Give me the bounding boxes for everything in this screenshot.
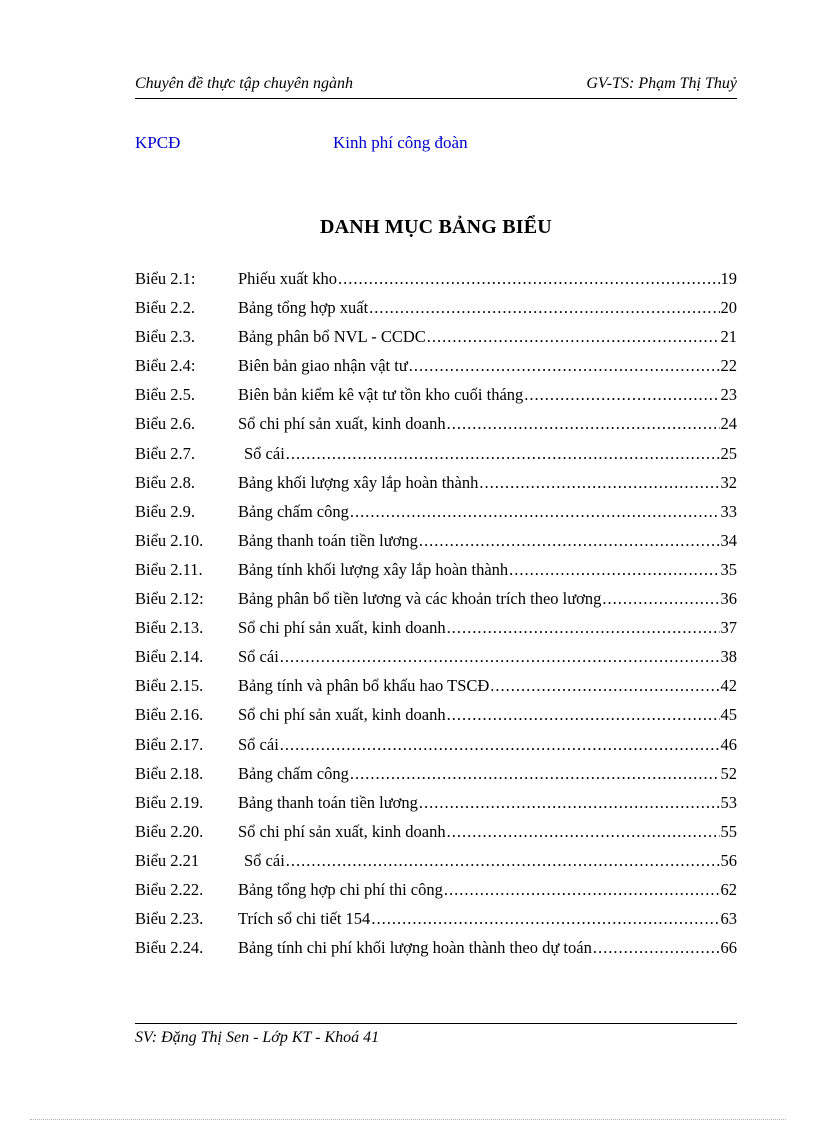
toc-entry-number: Biểu 2.9. xyxy=(135,501,196,521)
page-bottom-border xyxy=(30,1119,786,1120)
toc-entry-number: Biểu 2.15. xyxy=(135,676,204,696)
toc-entry-title: Bảng chấm công xyxy=(238,763,349,783)
toc-entry-number: Biểu 2.2. xyxy=(135,298,196,318)
toc-dot-leader xyxy=(350,499,720,525)
toc-entry xyxy=(135,702,737,731)
toc-entry-title: Biên bản giao nhận vật tư xyxy=(238,356,408,376)
toc-entry xyxy=(135,411,737,440)
toc-entry-number: Biểu 2.5. xyxy=(135,385,196,405)
toc-entry xyxy=(135,906,737,935)
toc-entry-page: 46 xyxy=(720,734,737,754)
toc-entry-title: Sổ chi phí sản xuất, kinh doanh xyxy=(238,414,446,434)
toc-entry-page: 52 xyxy=(720,763,737,783)
toc-entry-page: 20 xyxy=(720,298,737,318)
toc-entry-number: Biểu 2.8. xyxy=(135,472,196,492)
toc-entry-number: Biểu 2.24. xyxy=(135,938,204,958)
toc-dot-leader xyxy=(490,673,719,699)
toc-entry-title: Sổ chi phí sản xuất, kinh doanh xyxy=(238,705,446,725)
toc-entry xyxy=(135,557,737,586)
toc-entry-title: Sổ cái xyxy=(244,443,285,463)
toc-entry xyxy=(135,499,737,528)
toc-dot-leader xyxy=(419,790,720,816)
toc-dot-leader xyxy=(338,266,720,292)
toc-dot-leader xyxy=(447,702,720,728)
toc-title: DANH MỤC BẢNG BIỂU xyxy=(320,216,552,238)
toc-entry-title: Bảng tổng hợp xuất xyxy=(238,298,369,318)
toc-entry-number: Biểu 2.4: xyxy=(135,356,196,376)
toc-entry-title: Bảng tổng hợp chi phí thi công xyxy=(238,879,443,899)
toc-dot-leader xyxy=(409,353,720,379)
toc-entry-title: Sổ cái xyxy=(238,734,279,754)
toc-dot-leader xyxy=(350,761,720,787)
toc-entry xyxy=(135,673,737,702)
toc-entry-title: Bảng thanh toán tiền lương xyxy=(238,792,418,812)
toc-entry xyxy=(135,819,737,848)
toc-entry-title: Biên bản kiểm kê vật tư tồn kho cuối tháng xyxy=(238,385,524,405)
toc-entry-page: 25 xyxy=(720,443,737,463)
footer-student-info: SV: Đặng Thị Sen - Lớp KT - Khoá 41 xyxy=(135,1029,380,1046)
toc-entry xyxy=(135,528,737,557)
toc-dot-leader xyxy=(444,877,720,903)
toc-entry-title: Trích sổ chi tiết 154 xyxy=(238,909,371,929)
toc-dot-leader xyxy=(280,644,720,670)
toc-entry-title: Bảng tính khối lượng xây lắp hoàn thành xyxy=(238,559,509,579)
toc-entry-page: 38 xyxy=(720,647,737,667)
toc-entry-number: Biểu 2.19. xyxy=(135,792,204,812)
toc-entry xyxy=(135,615,737,644)
toc-entry xyxy=(135,353,737,382)
toc-dot-leader xyxy=(371,906,719,932)
toc-entry-number: Biểu 2.14. xyxy=(135,647,204,667)
toc-entry-page: 55 xyxy=(720,821,737,841)
toc-dot-leader xyxy=(509,557,719,583)
toc-entry-number: Biểu 2.7. xyxy=(135,443,196,463)
toc-dot-leader xyxy=(427,324,720,350)
toc-entry xyxy=(135,470,737,499)
toc-entry xyxy=(135,790,737,819)
abbreviation-code: KPCĐ xyxy=(135,133,181,152)
toc-entry xyxy=(135,586,737,615)
toc-dot-leader xyxy=(524,382,719,408)
toc-entry xyxy=(135,644,737,673)
toc-entry-page: 24 xyxy=(720,414,737,434)
toc-dot-leader xyxy=(280,732,720,758)
toc-entry-page: 33 xyxy=(720,501,737,521)
page-header xyxy=(135,74,737,99)
toc-entry-number: Biểu 2.13. xyxy=(135,618,204,638)
toc-entry xyxy=(135,877,737,906)
toc-entry xyxy=(135,935,737,964)
toc-entry-number: Biểu 2.23. xyxy=(135,909,204,929)
toc-entry-page: 23 xyxy=(720,385,737,405)
toc-entry-number: Biểu 2.22. xyxy=(135,879,204,899)
toc-entry-page: 66 xyxy=(720,938,737,958)
abbreviation-meaning: Kinh phí công đoàn xyxy=(333,133,468,152)
toc-entry-number: Biểu 2.20. xyxy=(135,821,204,841)
toc-entry-title: Bảng khối lượng xây lắp hoàn thành xyxy=(238,472,479,492)
toc-entry-page: 37 xyxy=(720,618,737,638)
toc-entry-number: Biểu 2.16. xyxy=(135,705,204,725)
toc-entry-title: Bảng tính chi phí khối lượng hoàn thành theo dự toán xyxy=(238,938,592,958)
toc-entry-page: 21 xyxy=(720,327,737,347)
toc-entry-page: 53 xyxy=(720,792,737,812)
toc-entry-page: 34 xyxy=(720,530,737,550)
toc-entry-title: Phiếu xuất kho xyxy=(238,269,337,288)
toc-entry-number: Biểu 2.21 xyxy=(135,850,200,870)
toc-list xyxy=(135,266,737,964)
toc-entry xyxy=(135,324,737,353)
toc-dot-leader xyxy=(479,470,719,496)
toc-entry-title: Bảng phân bổ tiền lương và các khoản trích theo lương xyxy=(238,589,602,609)
toc-dot-leader xyxy=(286,441,720,467)
toc-entry xyxy=(135,441,737,470)
toc-entry-number: Biểu 2.6. xyxy=(135,414,196,434)
toc-entry xyxy=(135,266,737,295)
toc-dot-leader xyxy=(602,586,719,612)
toc-entry-page: 56 xyxy=(720,850,737,870)
toc-entry-number: Biểu 2.10. xyxy=(135,530,204,550)
toc-entry-number: Biểu 2.1: xyxy=(135,269,196,288)
toc-dot-leader xyxy=(419,528,720,554)
toc-entry-number: Biểu 2.12: xyxy=(135,589,204,609)
toc-entry-page: 32 xyxy=(720,472,737,492)
toc-entry-page: 22 xyxy=(720,356,737,376)
toc-entry-number: Biểu 2.18. xyxy=(135,763,204,783)
header-course-title: Chuyên đề thực tập chuyên ngành xyxy=(135,75,353,92)
toc-entry-page: 63 xyxy=(720,909,737,929)
toc-dot-leader xyxy=(369,295,719,321)
toc-entry-title: Bảng thanh toán tiền lương xyxy=(238,530,418,550)
toc-entry-title: Sổ chi phí sản xuất, kinh doanh xyxy=(238,618,446,638)
toc-entry-title: Bảng phân bổ NVL - CCDC xyxy=(238,327,426,347)
toc-entry-title: Bảng tính và phân bổ khấu hao TSCĐ xyxy=(238,676,490,696)
toc-entry-page: 35 xyxy=(720,559,737,579)
toc-entry xyxy=(135,382,737,411)
toc-dot-leader xyxy=(447,411,720,437)
toc-entry-page: 19 xyxy=(720,269,737,288)
toc-entry xyxy=(135,848,737,877)
toc-entry-title: Sổ chi phí sản xuất, kinh doanh xyxy=(238,821,446,841)
toc-entry xyxy=(135,295,737,324)
header-supervisor: GV-TS: Phạm Thị Thuỷ xyxy=(586,75,737,92)
toc-entry-page: 62 xyxy=(720,879,737,899)
toc-entry-page: 36 xyxy=(720,589,737,609)
toc-entry xyxy=(135,732,737,761)
toc-dot-leader xyxy=(593,935,720,961)
toc-dot-leader xyxy=(286,848,720,874)
toc-entry-page: 42 xyxy=(720,676,737,696)
toc-entry xyxy=(135,761,737,790)
page-footer xyxy=(135,1023,737,1047)
toc-entry-title: Sổ cái xyxy=(238,647,279,667)
toc-entry-number: Biểu 2.11. xyxy=(135,559,203,579)
toc-entry-number: Biểu 2.17. xyxy=(135,734,204,754)
toc-dot-leader xyxy=(447,819,720,845)
toc-entry-page: 45 xyxy=(720,705,737,725)
toc-entry-title: Bảng chấm công xyxy=(238,501,349,521)
toc-entry-title: Sổ cái xyxy=(244,850,285,870)
abbreviation-row xyxy=(135,133,737,155)
toc-entry-number: Biểu 2.3. xyxy=(135,327,196,347)
toc-dot-leader xyxy=(447,615,720,641)
